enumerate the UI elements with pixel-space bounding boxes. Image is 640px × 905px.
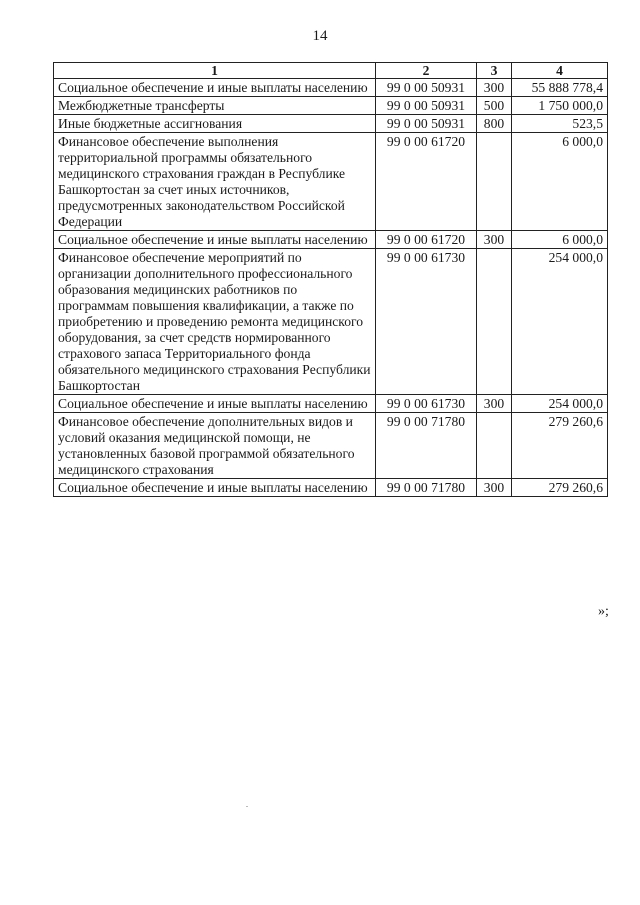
row-name: Иные бюджетные ассигнования (54, 115, 376, 133)
header-col-1: 1 (54, 63, 376, 79)
row-name: Социальное обеспечение и иные выплаты населению (54, 479, 376, 497)
closing-quote-mark: »; (598, 604, 609, 619)
row-type (477, 249, 512, 395)
row-amount: 1 750 000,0 (512, 97, 608, 115)
row-amount: 254 000,0 (512, 395, 608, 413)
row-amount: 279 260,6 (512, 413, 608, 479)
row-code: 99 0 00 50931 (376, 115, 477, 133)
row-name: Социальное обеспечение и иные выплаты населению (54, 79, 376, 97)
row-name: Межбюджетные трансферты (54, 97, 376, 115)
header-col-3: 3 (477, 63, 512, 79)
row-code: 99 0 00 61730 (376, 249, 477, 395)
table-header-row (54, 63, 608, 79)
row-code: 99 0 00 61720 (376, 133, 477, 231)
row-code: 99 0 00 61730 (376, 395, 477, 413)
row-name: Финансовое обеспечение дополнительных видов и условий оказания медицинской помощи, не установленных базовой программой обязательного медицинского страхования (54, 413, 376, 479)
row-amount: 6 000,0 (512, 231, 608, 249)
row-type (477, 413, 512, 479)
row-amount: 6 000,0 (512, 133, 608, 231)
row-type: 800 (477, 115, 512, 133)
row-name: Финансовое обеспечение выполнения территориальной программы обязательного медицинского страхования граждан в Республике Башкортостан за счет иных источников, предусмотренных законодательством Российской Федерации (54, 133, 376, 231)
table-row (54, 249, 608, 395)
row-amount: 55 888 778,4 (512, 79, 608, 97)
row-name: Финансовое обеспечение мероприятий по организации дополнительного профессионального образования медицинских работников по программам повышения квалификации, а также по приобретению и проведению ремонта медицинского оборудования, за счет средств нормированного страхового запаса Территориального фонда обязательного медицинского страхования Республики Башкортостан (54, 249, 376, 395)
scan-speck (246, 806, 248, 807)
table-row (54, 231, 608, 249)
table-row (54, 395, 608, 413)
row-name: Социальное обеспечение и иные выплаты населению (54, 231, 376, 249)
header-col-2: 2 (376, 63, 477, 79)
table-row (54, 97, 608, 115)
table-row (54, 79, 608, 97)
row-code: 99 0 00 50931 (376, 79, 477, 97)
row-amount: 279 260,6 (512, 479, 608, 497)
row-code: 99 0 00 61720 (376, 231, 477, 249)
budget-table (53, 62, 608, 497)
table-row (54, 133, 608, 231)
row-type: 300 (477, 395, 512, 413)
row-code: 99 0 00 71780 (376, 479, 477, 497)
table-row (54, 115, 608, 133)
page-number: 14 (312, 28, 328, 44)
row-type: 300 (477, 479, 512, 497)
row-type (477, 133, 512, 231)
row-type: 300 (477, 79, 512, 97)
row-amount: 254 000,0 (512, 249, 608, 395)
table-row (54, 413, 608, 479)
row-amount: 523,5 (512, 115, 608, 133)
table-row (54, 479, 608, 497)
row-type: 500 (477, 97, 512, 115)
row-code: 99 0 00 71780 (376, 413, 477, 479)
row-code: 99 0 00 50931 (376, 97, 477, 115)
row-type: 300 (477, 231, 512, 249)
header-col-4: 4 (512, 63, 608, 79)
row-name: Социальное обеспечение и иные выплаты населению (54, 395, 376, 413)
